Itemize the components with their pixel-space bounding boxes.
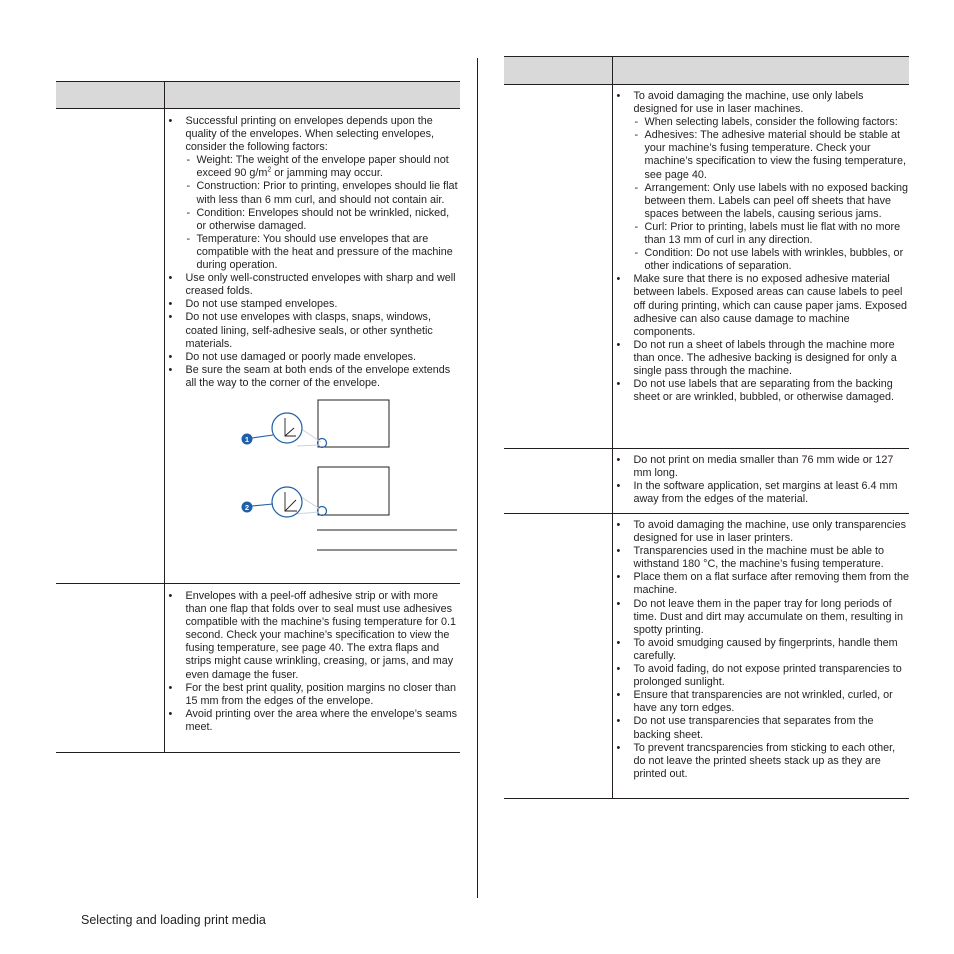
list-item: - Temperature: You should use envelopes that are compatible with the heat and pressure of the machine during operation. [186, 233, 461, 272]
list-item: • Do not use labels that are separating from the backing sheet or are wrinkled, bubbled, or otherwise damaged. [613, 378, 910, 404]
card-stock-row [504, 449, 909, 514]
list-item: - Condition: Do not use labels with wrinkles, bubbles, or other indications of separation. [634, 247, 910, 273]
list-item: • Do not print on media smaller than 76 mm wide or 127 mm long. [613, 454, 910, 480]
left-header-col2 [164, 82, 460, 109]
column-divider [477, 58, 478, 898]
zoom-line [297, 445, 320, 446]
left-table-header [56, 82, 460, 109]
envelope-1 [318, 400, 389, 447]
list-item: • Make sure that there is no exposed adhesive material between labels. Exposed areas can cause labels to peel off during printing, which can cause paper jams. Exposed adhesive can also cause damage to machine components. [613, 273, 910, 338]
envelope-adhesive-list [165, 590, 461, 734]
envelope-2 [318, 467, 389, 515]
list-item: • To avoid fading, do not expose printed transparencies to prolonged sunlight. [613, 663, 910, 689]
envelope-guidelines-row [56, 109, 460, 584]
list-item: - Construction: Prior to printing, envelopes should lie flat with less than 6 mm curl, and should not contain air. [186, 180, 461, 206]
row-label [504, 85, 612, 449]
list-item: • Do not use damaged or poorly made envelopes. [165, 351, 461, 364]
list-item: • Transparencies used in the machine must be able to withstand 180 °C, the machine’s fusing temperature. [613, 545, 910, 571]
list-item: • Do not use stamped envelopes. [165, 298, 461, 311]
callout-line-1 [252, 435, 273, 438]
labels-guidelines-list [613, 90, 910, 404]
list-item: - When selecting labels, consider the following factors: [634, 116, 910, 129]
list-item: - Weight: The weight of the envelope paper should not exceed 90 $g/m^2$ or jamming may occur. [186, 154, 461, 180]
list-item: - Adhesives: The adhesive material should be stable at your machine’s fusing temperature. Check your machine’s specification to view the fusing temperature, see page 40. [634, 129, 910, 181]
row-label [504, 449, 612, 514]
list-item: - Curl: Prior to printing, labels must lie flat with no more than 13 mm of curl in any direction. [634, 221, 910, 247]
list-item: • Do not leave them in the paper tray for long periods of time. Dust and dirt may accumulate on them, resulting in spotty printing. [613, 598, 910, 637]
list-item: • Do not run a sheet of labels through the machine more than once. The adhesive backing is designed for only a single pass through the machine. [613, 339, 910, 378]
list-item: - Arrangement: Only use labels with no exposed backing between them. Labels can peel off sheets that have spaces between the labels, causing serious jams. [634, 182, 910, 221]
row-label [56, 584, 164, 753]
envelope-diagram [165, 390, 461, 565]
left-table [56, 81, 460, 753]
page-footer: Selecting and loading print media [81, 913, 266, 927]
callout-number-2: 2 [244, 502, 249, 512]
envelope-2-magnifier [272, 487, 302, 517]
labels-factors-list [634, 116, 910, 273]
right-header-col2 [612, 57, 909, 85]
list-item: • To prevent trancsparencies from sticking to each other, do not leave the printed sheets stack up as they are printed out. [613, 742, 910, 781]
card-stock-list [613, 454, 910, 506]
callout-number-1: 1 [244, 434, 249, 444]
list-item: • Place them on a flat surface after removing them from the machine. [613, 571, 910, 597]
list-item: - Condition: Envelopes should not be wrinkled, nicked, or otherwise damaged. [186, 207, 461, 233]
list-item: • Do not use transparencies that separates from the backing sheet. [613, 715, 910, 741]
callout-line-2 [252, 504, 273, 506]
right-table [504, 56, 909, 799]
labels-row [504, 85, 909, 449]
list-item: • Avoid printing over the area where the envelope’s seams meet. [165, 708, 461, 734]
list-item: • Ensure that transparencies are not wrinkled, curled, or have any torn edges. [613, 689, 910, 715]
row-label [56, 109, 164, 584]
list-item: • Be sure the seam at both ends of the envelope extends all the way to the corner of the envelope. [165, 364, 461, 390]
transparencies-row [504, 514, 909, 799]
transparencies-list [613, 519, 910, 781]
list-item: • Envelopes with a peel-off adhesive strip or with more than one flap that folds over to seal must use adhesives compatible with the machine’s fusing temperature for 0.1 second. Check your machine’s specification to view the fusing temperature, see page 40. The extra flaps and strips might cause wrinkling, creasing, or jams, and may even damage the fuser. [165, 590, 461, 682]
envelope-adhesive-row [56, 584, 460, 753]
list-item: • In the software application, set margins at least 6.4 mm away from the edges of the material. [613, 480, 910, 506]
list-item: • To avoid damaging the machine, use only transparencies designed for use in laser printers. [613, 519, 910, 545]
envelope-seam-figure [165, 390, 461, 565]
right-header-col1 [504, 57, 612, 85]
envelope-1-magnifier [272, 413, 302, 443]
list-item: • Use only well-constructed envelopes with sharp and well creased folds. [165, 272, 461, 298]
list-item: • Do not use envelopes with clasps, snaps, windows, coated lining, self-adhesive seals, or other synthetic materials. [165, 311, 461, 350]
row-label [504, 514, 612, 799]
list-item: • To avoid smudging caused by fingerprints, handle them carefully. [613, 637, 910, 663]
left-header-col1 [56, 82, 164, 109]
right-table-header [504, 57, 909, 85]
list-item: • Successful printing on envelopes depends upon the quality of the envelopes. When selecting envelopes, consider the following factors: - Weight: The weight of the envelope paper should not exceed 90 $g/m^2$ or jamming may occur. - Construction: Prior to printing, envelopes should lie flat with less than 6 mm curl, and should not contain air. - Condition: Envelopes should not be wrinkled, nicked, or otherwise damaged. - Temperature: You should use envelopes that are compatible with the heat and pressure of the machine during operation. [165, 115, 461, 272]
list-item: • For the best print quality, position margins no closer than 15 mm from the edges of the envelope. [165, 682, 461, 708]
envelope-guidelines-list [165, 115, 461, 390]
envelope-factors-list [186, 154, 461, 272]
list-item: • To avoid damaging the machine, use only labels designed for use in laser machines. - When selecting labels, consider the following factors: - Adhesives: The adhesive material should be stable at your machine’s fusing temperature. Check your machine’s specification to view the fusing temperature, see page 40. - Arrangement: Only use labels with no exposed backing between them. Labels can peel off sheets that have spaces between the labels, causing serious jams. - Curl: Prior to printing, labels must lie flat with no more than 13 mm of curl in any direction. - Condition: Do not use labels with wrinkles, bubbles, or other indications of separation. [613, 90, 910, 273]
